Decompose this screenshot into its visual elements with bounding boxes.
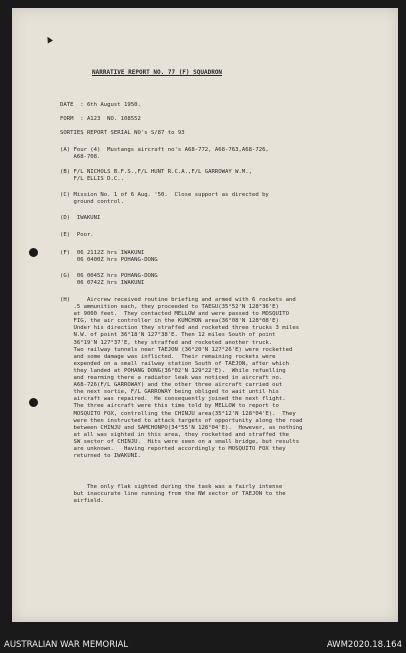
paragraph-a: (A) Four (4) Mustangs aircraft no's A68-772, A68-763,A68-726, A68-708.: [60, 147, 269, 161]
document-page: [12, 8, 398, 622]
pencil-mark-icon: ▲: [43, 33, 55, 46]
paragraph-f: (F) 06 2112Z hrs IWAKUNI 06 0400Z hrs POHANG-DONG: [60, 250, 158, 264]
paragraph-d: (D) IWAKUNI: [60, 215, 101, 221]
report-title: NARRATIVE REPORT NO. 77 (F) SQUADRON: [92, 69, 223, 76]
paragraph-h: (H) Aircrew received routine briefing and armed with 6 rockets and .5 ammunition each, they proceeded to TAEGU(35°52'N 128°36'E) at 9000 feet. They contacted MELLOW and were passed to MOSQUITO FIG, the air controller in the KUMCHON area(36°08'N 128°08'E) Under his direction they straffed and rocketed three trucks 3 miles N.W. of point 36°18'N 127°38'E. Then 12 miles South of point 36°19'N 127°37'E, they straffed and rocketed another truck. Two railway tunnels near TAEJON (36°20'N 127°26'E) were rocketted and some damage was inflicted. Their remaining rockets were expended on a small railway station South of TAEJON, after which they landed at POHANG DONG(36°02'N 129°22'E). While refuelling and rearming there a radiator leak was noticed in aircraft no. A68-726(F/L GARROWAY) and the other three aircraft carried out the next sortie, F/L GARROWAY being obliged to wait until his aircraft was repaired. He consequently joined the next flight. The three aircraft were this time told by MELLOW to report to MOSQUITO FOX, controlling the CHINJU area(35°12'N 128°04'E). They were then instructed to attack targets of opportunity along the road between CHINJU and SAMCHONPO(34°55'N 128°04'E). However, as nothing at all was sighted in this area, they rocketted and straffed the SW sector of CHINJU. Hits were seen on a small bridge, but results are unknown. Having reported accordingly to MOSQUITO FOX they returned to IWAKUNI.: [60, 297, 303, 460]
paragraph-g: (G) 06 0045Z hrs POHANG-DONG 06 0742Z hrs IWAKUNI: [60, 273, 158, 287]
footer-accession-number: AWM2020.18.164: [326, 640, 402, 650]
paragraph-e: (E) Poor.: [60, 232, 94, 238]
form-line: FORM : A123 NO. 108552: [60, 116, 141, 122]
punch-hole-icon: [29, 398, 38, 407]
footer-institution: AUSTRALIAN WAR MEMORIAL: [4, 640, 129, 650]
paragraph-b: (B) F/L NICHOLS B.F.S.,F/L HUNT R.C.A.,F/L GARROWAY W.M., F/L ELLIS D.C..: [60, 169, 252, 183]
sorties-line: SORTIES REPORT SERIAL NO's S/87 to 93: [60, 130, 185, 136]
archive-footer: [0, 632, 406, 653]
paragraph-c: (C) Mission No. 1 of 6 Aug. '50. Close support as directed by ground control.: [60, 192, 269, 206]
punch-hole-icon: [29, 248, 38, 257]
paragraph-flak: The only flak sighted during the task was a fairly intense but inaccurate line running from the NW sector of TAEJON to the airfield.: [73, 484, 286, 505]
date-line: DATE : 6th August 1950.: [60, 102, 141, 108]
